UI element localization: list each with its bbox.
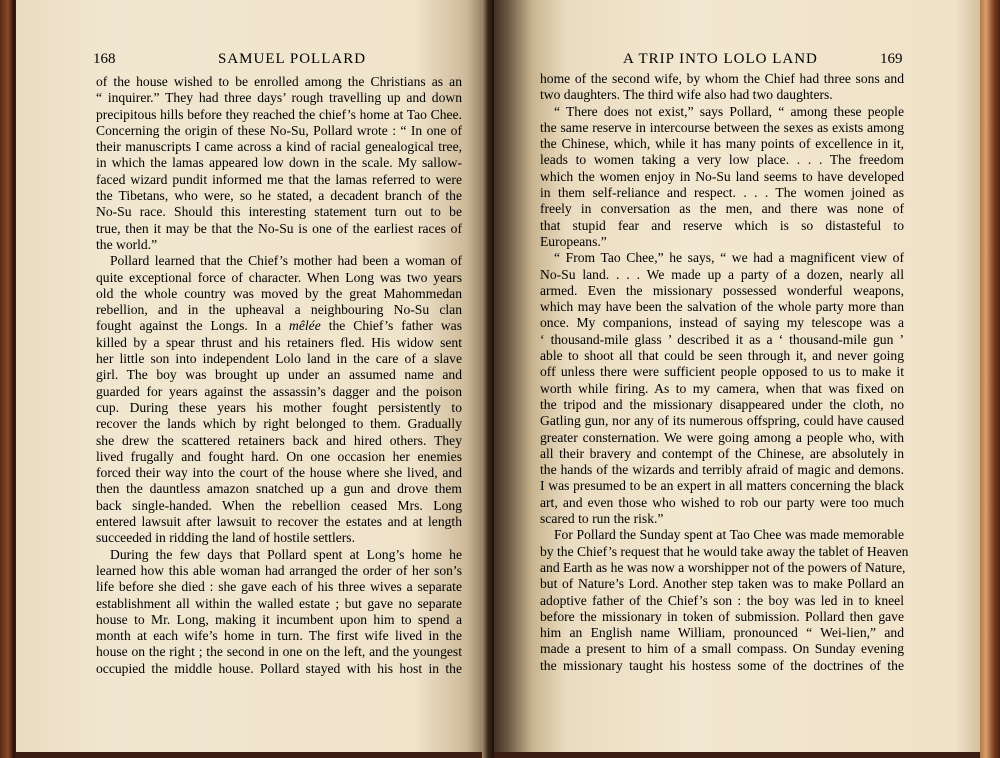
right-text-line: greater consternation. We were going among a people who, with	[540, 429, 904, 445]
left-text-line: of the house wished to be enrolled among the Christians as an	[96, 74, 462, 89]
right-text-line: Europeans.”	[540, 233, 607, 249]
left-text-line: house to Mr. Long, making it incumbent upon him to spend a	[96, 611, 462, 627]
left-text-line: entered lawsuit after lawsuit to recover the estates and at length	[96, 514, 462, 530]
right-text-line: I was presumed to be an expert in all matters concerning the black	[540, 478, 904, 494]
left-text-line: learned how this able woman had arranged the order of her son’s	[96, 562, 462, 578]
right-text-line: two daughters. The third wife also had two daughters.	[540, 87, 833, 103]
left-text-line: back single-handed. When the rebellion ceased Mrs. Long	[96, 497, 462, 513]
left-body-text	[96, 74, 462, 677]
left-text-line: then the dauntless amazon snatched up a gun and drove them	[96, 481, 462, 497]
right-text-line: art, and even those who wished to rob our party were too much	[540, 494, 904, 510]
right-running-head: A TRIP INTO LOLO LAND	[623, 51, 818, 67]
left-text-line: lived frugally and fought hard. On one occasion her enemies	[96, 448, 462, 464]
left-text-line: recover the lands which by right belonged to them. Gradually	[96, 416, 462, 432]
right-text-line: him an English name William, pronounced “ Wei-lien,” and	[540, 625, 904, 641]
right-text-line: scared to run the risk.”	[540, 511, 664, 527]
left-text-line: establishment all within the walled estate ; but gave no separate	[96, 595, 462, 611]
left-text-line: their manuscripts I came across a kind of racial genealogical tree,	[96, 139, 462, 155]
left-text-line: life before she died : she gave each of his three wives a separate	[96, 579, 462, 595]
left-running-head: SAMUEL POLLARD	[218, 51, 367, 67]
left-text-line: true, then it may be that the No-Su is one of the earliest races of	[96, 220, 462, 236]
left-page-number: 168	[93, 51, 116, 67]
right-text-line: freely in conversation as the men, and there was none of	[540, 201, 904, 217]
right-page-number: 169	[880, 51, 903, 67]
left-text-line: her little son into independent Lolo land in the care of a slave	[96, 351, 462, 367]
left-text-line: occupied the middle house. Pollard stayed with his host in the	[96, 660, 462, 676]
left-text-line: quite exceptional force of character. When Long was two years	[96, 269, 462, 285]
left-text-line: succeeded in ridding the land of hostile settlers.	[96, 530, 355, 546]
left-text-line: the Tibetans, who were, so he stated, a decadent branch of the	[96, 188, 462, 204]
left-text-line: forced their way into the court of the house where she lived, and	[96, 465, 462, 481]
right-text-line: ‘ thousand-mile glass ’ described it as a ‘ thousand-mile gun ’	[540, 331, 904, 347]
right-text-line: worth while firing. As to my camera, when that was fixed on	[540, 380, 904, 396]
right-text-line: “ From Tao Chee,” he says, “ we had a magnificent view of	[554, 250, 904, 266]
left-text-line: cup. During these years his mother fought persistently to	[96, 399, 462, 415]
right-text-line: “ There does not exist,” says Pollard, “ among these people	[554, 103, 904, 119]
left-text-line: house on the right ; the second in one on the left, and the youngest	[96, 644, 462, 660]
left-text-line: in which the lamas appeared low down in the scale. My sallow-	[96, 155, 462, 171]
left-text-line: old the whole country was moved by the great Mahommedan	[96, 285, 462, 301]
right-text-line: which the women enjoy in No-Su land seems to have developed	[540, 168, 904, 184]
left-text-line: girl. The boy was brought up under an assumed name and	[96, 367, 462, 383]
right-text-line: the same reserve in intercourse between the sexes as exists among	[540, 119, 904, 135]
right-text-line: adoptive father of the Chief’s son : the boy was led in to kneel	[540, 592, 904, 608]
left-text-line: Concerning the origin of these No-Su, Pollard wrote : “ In one of	[96, 122, 462, 138]
right-text-line: For Pollard the Sunday spent at Tao Chee was made memorable	[554, 527, 904, 543]
right-text-line: by the Chief’s request that he would take away the tablet of Heaven	[540, 543, 909, 559]
left-text-line: killed by a spear thrust and his retainers fled. His widow sent	[96, 334, 462, 350]
left-text-line: During the few days that Pollard spent at Long’s home he	[110, 546, 462, 562]
left-text-line: she drew the scattered retainers back and hired others. They	[96, 432, 462, 448]
left-text-line: faced wizard pundit informed me that the lamas referred to were	[96, 171, 462, 187]
right-text-line: that stupid fear and reserve which is so distasteful to	[540, 217, 904, 233]
book-gutter	[482, 0, 494, 758]
left-text-line: Pollard learned that the Chief’s mother had been a woman of	[110, 253, 462, 269]
right-text-line: armed. Even the missionary possessed wonderful weapons,	[540, 282, 904, 298]
right-text-line: off unless there were sufficient people opposed to us to make it	[540, 364, 904, 380]
right-text-line: leads to women taking a very low place. . . . The freedom	[540, 152, 904, 168]
left-text-line: month at each wife’s home in turn. The first wife lived in the	[96, 628, 462, 644]
right-text-line: the hands of the wizards and terribly afraid of magic and demons.	[540, 462, 904, 478]
right-text-line: No-Su land. . . . We made up a party of a dozen, nearly all	[540, 266, 904, 282]
left-text-line: fought against the Longs. In a mêlée the Chief’s father was	[96, 318, 463, 334]
left-text-line: precipitous hills before they reached the chief’s home at Tao Chee.	[96, 106, 462, 122]
right-text-line: able to shoot all that could be seen through it, and never going	[540, 348, 904, 364]
right-text-line: in them self-reliance and respect. . . . The women joined as	[540, 185, 904, 201]
right-text-line: which may have been the salvation of the whole party more than	[540, 299, 904, 315]
left-text-line: guarded for years against the assassin’s dagger and the poison	[96, 383, 462, 399]
right-text-line: the tripod and the missionary disappeared under the cloth, no	[540, 396, 904, 412]
right-text-line: and Earth as he was now a worshipper not of the powers of Nature,	[540, 559, 906, 575]
right-text-line: Gatling gun, nor any of its numerous offspring, could have caused	[540, 413, 904, 429]
right-text-line: before the missionary in token of submission. Pollard then gave	[540, 608, 904, 624]
left-text-line: the world.”	[96, 236, 158, 252]
right-text-line: but of Nature’s Lord. Another step taken was to make Pollard an	[540, 576, 904, 592]
right-text-line: all their bravery and contempt of the Chinese, are absolutely in	[540, 445, 904, 461]
left-text-line: No-Su race. Should this interesting statement turn out to be	[96, 204, 462, 220]
right-body-text	[540, 71, 909, 674]
right-text-line: once. My companions, instead of saying my telescope was a	[540, 315, 904, 331]
left-text-line: rebellion, and in the upheaval a neighbouring No-Su clan	[96, 302, 462, 318]
right-text-line: home of the second wife, by whom the Chief had three sons and	[540, 71, 904, 86]
right-text-line: made a present to him of a small compass. On Sunday evening	[540, 641, 904, 657]
left-text-line: “ inquirer.” They had three days’ rough travelling up and down	[96, 90, 462, 106]
page-edges	[980, 0, 1000, 758]
right-text-line: the Chinese, which, while it has many points of excellence in it,	[540, 136, 904, 152]
right-text-line: the missionary taught his hostess some of the doctrines of the	[540, 657, 904, 673]
